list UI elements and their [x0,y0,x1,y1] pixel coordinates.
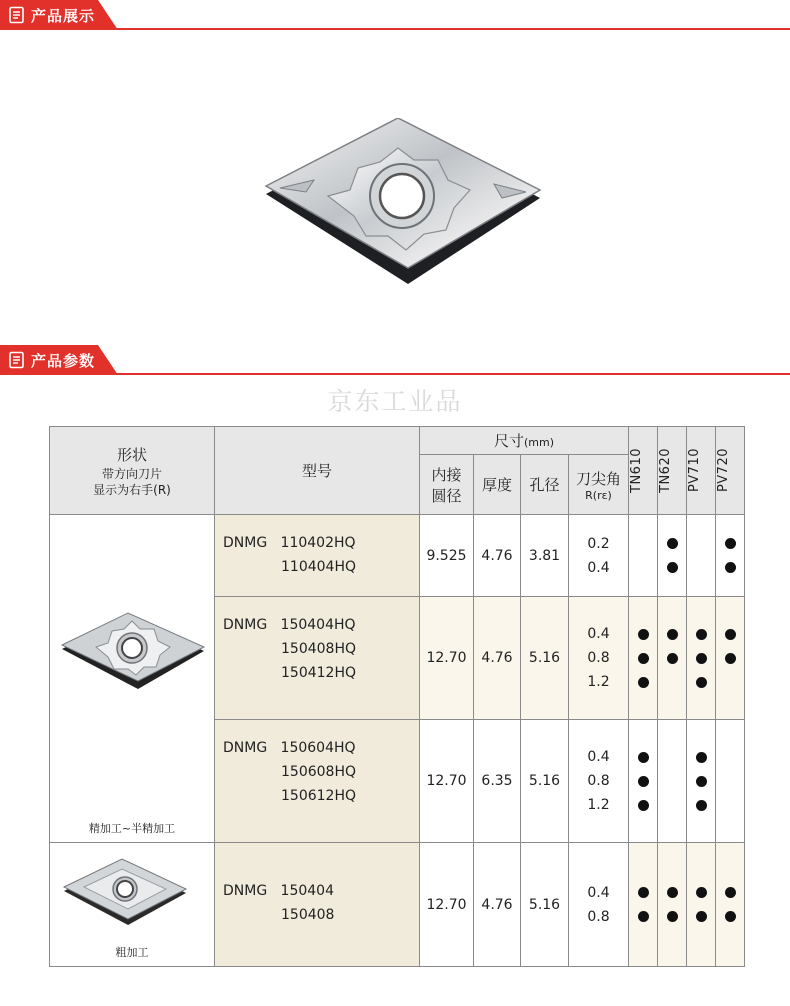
section-header-params [0,345,790,379]
available-dot [725,911,736,922]
availability-slot [716,745,744,769]
header-grade: TN620 [658,427,687,515]
availability-slot [687,646,715,670]
grade-availability [629,720,658,843]
header-model: 型号 [215,427,420,515]
hole-value: 5.16 [521,597,569,720]
grade-availability [629,597,658,720]
ic-value: 12.70 [420,843,474,967]
availability-slot [629,646,657,670]
available-dot [725,629,736,640]
thickness-value: 4.76 [474,597,521,720]
grade-availability [658,597,687,720]
available-dot [696,677,707,688]
availability-slot [658,881,686,905]
availability-slot [629,793,657,817]
available-dot [638,911,649,922]
model-cell: DNMG 150404HQ 150408HQ 150412HQ [215,597,420,720]
insert-finishing-image [58,611,208,691]
availability-slot [687,905,715,929]
available-dot [696,653,707,664]
ic-value: 12.70 [420,597,474,720]
insert-product-image [258,118,548,290]
grade-availability [658,720,687,843]
radius-values: 0.4 0.8 1.2 [569,597,629,720]
available-dot [638,776,649,787]
radius-values: 0.4 0.8 1.2 [569,720,629,843]
grade-availability [716,843,745,967]
model-cell: DNMG 150604HQ 150608HQ 150612HQ [215,720,420,843]
model-cell: DNMG 150404 150408 [215,843,420,967]
available-dot [667,887,678,898]
model-cell: DNMG 110402HQ 110404HQ [215,515,420,597]
header-thickness: 厚度 [474,455,521,515]
available-dot [696,911,707,922]
available-dot [638,653,649,664]
hole-value: 3.81 [521,515,569,597]
available-dot [638,752,649,763]
insert-roughing-image [60,857,190,927]
grade-availability [716,720,745,843]
section-rule [0,373,790,375]
available-dot [725,653,736,664]
header-shape: 形状 带方向刀片 显示为右手(R) [50,427,215,515]
availability-slot [658,556,686,580]
availability-slot [716,646,744,670]
availability-slot [687,556,715,580]
availability-slot [687,622,715,646]
grade-availability [629,843,658,967]
availability-slot [658,905,686,929]
availability-slot [658,646,686,670]
availability-slot [658,532,686,556]
grade-availability [716,597,745,720]
available-dot [667,562,678,573]
section-header-display [0,0,790,34]
availability-slot [687,745,715,769]
availability-slot [687,881,715,905]
available-dot [696,887,707,898]
available-dot [638,887,649,898]
thickness-value: 4.76 [474,843,521,967]
available-dot [667,538,678,549]
availability-slot [629,670,657,694]
availability-slot [658,670,686,694]
available-dot [638,677,649,688]
grade-availability [687,843,716,967]
section-title: 产品展示 [31,7,96,25]
availability-slot [629,905,657,929]
available-dot [696,800,707,811]
header-corner-radius: 刀尖角 R(rε) [569,455,629,515]
document-icon [8,351,26,369]
available-dot [725,887,736,898]
availability-slot [716,556,744,580]
availability-slot [716,622,744,646]
available-dot [725,538,736,549]
table-row [50,843,745,967]
availability-slot [716,881,744,905]
available-dot [638,800,649,811]
availability-slot [716,793,744,817]
grade-availability [687,597,716,720]
availability-slot [658,622,686,646]
available-dot [638,629,649,640]
header-dims: 尺寸(mm) [420,427,629,455]
header-grade: PV710 [687,427,716,515]
availability-slot [658,769,686,793]
header-inscribed-circle: 内接 圆径 [420,455,474,515]
header-grade: PV720 [716,427,745,515]
available-dot [725,562,736,573]
radius-values: 0.4 0.8 [569,843,629,967]
available-dot [696,629,707,640]
grade-availability [629,515,658,597]
thickness-value: 6.35 [474,720,521,843]
ic-value: 9.525 [420,515,474,597]
shape-cell-finishing: 精加工~半精加工 [50,515,215,843]
availability-slot [629,881,657,905]
availability-slot [716,905,744,929]
spec-table [49,426,745,967]
availability-slot [687,532,715,556]
hole-value: 5.16 [521,720,569,843]
availability-slot [658,793,686,817]
radius-values: 0.2 0.4 [569,515,629,597]
grade-availability [687,720,716,843]
ic-value: 12.70 [420,720,474,843]
availability-slot [687,769,715,793]
availability-slot [687,670,715,694]
availability-slot [629,745,657,769]
section-title: 产品参数 [31,352,96,370]
grade-availability [716,515,745,597]
availability-slot [716,532,744,556]
available-dot [667,629,678,640]
grade-availability [658,843,687,967]
available-dot [696,752,707,763]
grade-availability [687,515,716,597]
grade-availability [658,515,687,597]
available-dot [667,653,678,664]
table-row [50,515,745,597]
availability-slot [716,670,744,694]
available-dot [696,776,707,787]
availability-slot [629,532,657,556]
availability-slot [629,556,657,580]
header-hole: 孔径 [521,455,569,515]
availability-slot [629,622,657,646]
header-grade: TN610 [629,427,658,515]
available-dot [667,911,678,922]
watermark: 京东工业品 [327,387,463,416]
document-icon [8,6,26,24]
availability-slot [687,793,715,817]
shape-cell-roughing: 粗加工 [50,843,215,967]
section-rule [0,28,790,30]
thickness-value: 4.76 [474,515,521,597]
hole-value: 5.16 [521,843,569,967]
availability-slot [716,769,744,793]
availability-slot [629,769,657,793]
availability-slot [658,745,686,769]
